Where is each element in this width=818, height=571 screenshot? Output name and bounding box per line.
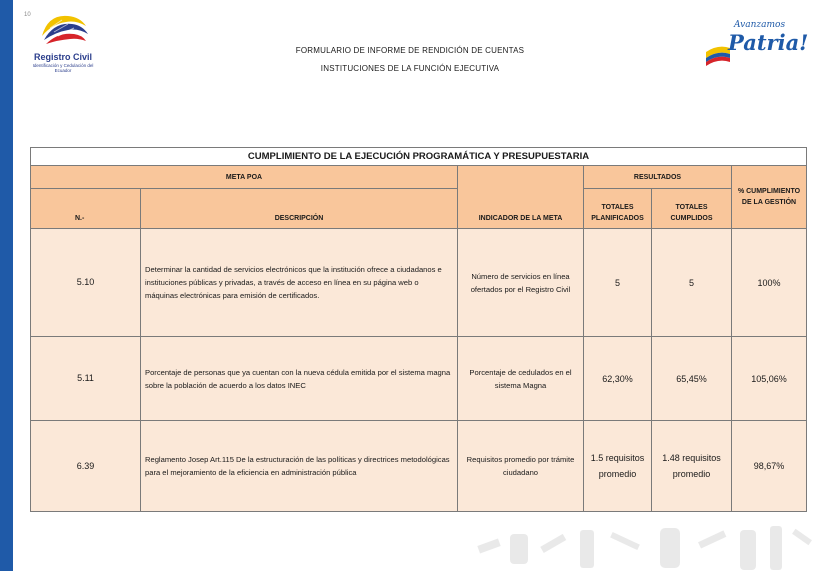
slogan-word: Patria! xyxy=(728,30,809,55)
table-row xyxy=(31,337,807,421)
row-achieved: 65,45% xyxy=(652,337,732,421)
document-title: FORMULARIO DE INFORME DE RENDICIÓN DE CUENTAS xyxy=(295,46,525,55)
row-planned: 1.5 requisitos promedio xyxy=(584,421,652,512)
row-indicator: Requisitos promedio por trámite ciudadano xyxy=(458,421,584,512)
compliance-header: % CUMPLIMIENTO DE LA GESTIÓN xyxy=(732,166,807,229)
description-header: DESCRIPCIÓN xyxy=(141,189,458,229)
indicator-header: INDICADOR DE LA META xyxy=(458,166,584,229)
row-achieved: 5 xyxy=(652,229,732,337)
row-description: Reglamento Josep Art.115 De la estructuración de las políticas y directrices metodológicas para el mejoramiento de la eficiencia en administración pública xyxy=(141,421,458,512)
row-compliance: 98,67% xyxy=(732,421,807,512)
row-description: Determinar la cantidad de servicios electrónicos que la institución ofrece a ciudadanos e instituciones públicas y privadas, a través de acceso en línea en su página web o máquinas electrónicas para emisión de certificados. xyxy=(141,229,458,337)
document-subtitle: INSTITUCIONES DE LA FUNCIÓN EJECUTIVA xyxy=(320,64,500,73)
table-row xyxy=(31,229,807,337)
execution-compliance-table xyxy=(30,147,807,512)
decorative-watermark xyxy=(470,520,818,571)
achieved-header: TOTALES CUMPLIDOS xyxy=(652,189,732,229)
row-description: Porcentaje de personas que ya cuentan con la nueva cédula emitida por el sistema magna sobre la población de acuerdo a los datos INEC xyxy=(141,337,458,421)
left-accent-bar xyxy=(0,0,13,571)
row-compliance: 100% xyxy=(732,229,807,337)
row-compliance: 105,06% xyxy=(732,337,807,421)
row-planned: 62,30% xyxy=(584,337,652,421)
row-number: 5.11 xyxy=(31,337,141,421)
row-number: 6.39 xyxy=(31,421,141,512)
row-indicator: Porcentaje de cedulados en el sistema Magna xyxy=(458,337,584,421)
table-row xyxy=(31,421,807,512)
resultados-header: RESULTADOS xyxy=(584,166,732,189)
org-subtitle: Identificación y Cedulación del Ecuador xyxy=(32,63,94,73)
number-header: N.- xyxy=(31,189,141,229)
org-name: Registro Civil xyxy=(33,52,92,62)
registro-civil-emblem-icon xyxy=(28,6,98,54)
meta-poa-header: META POA xyxy=(31,166,458,189)
page-number: 10 xyxy=(24,12,31,18)
row-indicator: Número de servicios en línea ofertados por el Registro Civil xyxy=(458,229,584,337)
row-planned: 5 xyxy=(584,229,652,337)
row-number: 5.10 xyxy=(31,229,141,337)
table-title: CUMPLIMIENTO DE LA EJECUCIÓN PROGRAMÁTICA Y PRESUPUESTARIA xyxy=(31,148,807,166)
slogan-top: Avanzamos xyxy=(734,20,786,30)
planned-header: TOTALES PLANIFICADOS xyxy=(584,189,652,229)
row-achieved: 1.48 requisitos promedio xyxy=(652,421,732,512)
